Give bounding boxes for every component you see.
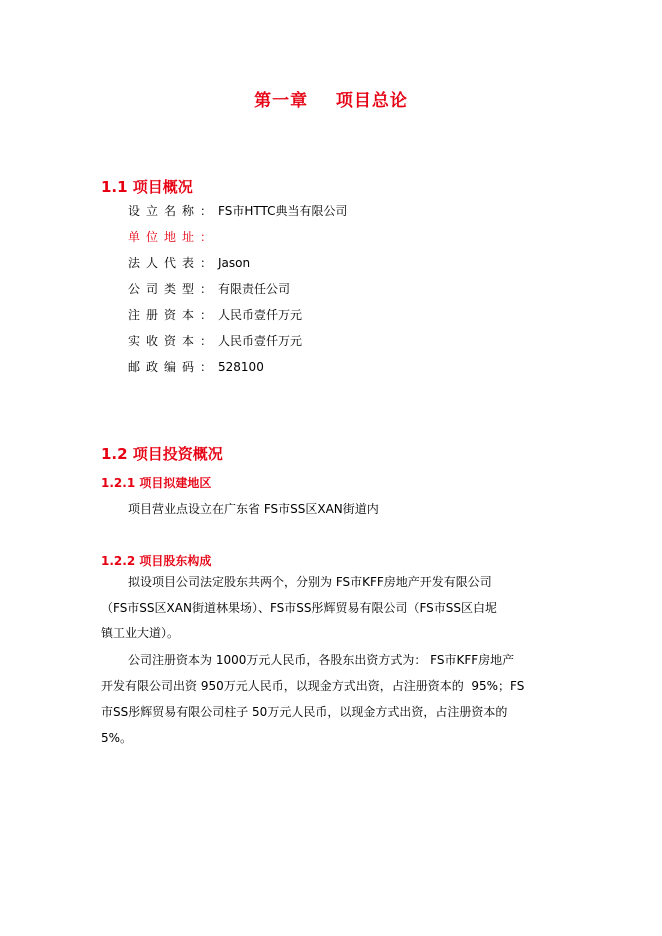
info-label: 邮政编码： <box>128 360 219 374</box>
shareholder-para-line: 镇工业大道）。 <box>101 626 180 640</box>
location-text: 项目营业点设立在广东省 FS市SS区XAN街道内 <box>128 502 379 516</box>
info-row-company-type <box>128 281 290 297</box>
info-label: 单位地址： <box>128 230 219 244</box>
info-label: 注册资本： <box>128 308 219 322</box>
info-label: 实收资本： <box>128 334 219 348</box>
shareholder-para-line: （FS市SS区XAN街道林果场）、FS市SS彤辉贸易有限公司（FS市SS区白坭 <box>101 601 498 615</box>
sub-heading-1-2-2: 1.2.2 项目股东构成 <box>101 554 212 568</box>
info-row-company-name <box>128 203 347 219</box>
info-row-paid-capital <box>128 333 302 349</box>
info-label: 公司类型： <box>128 282 219 296</box>
chapter-title: 第一章 项目总论 <box>254 91 408 111</box>
capital-para-line: 公司注册资本为 1000万元人民币，各股东出资方式为： FS市KFF房地产 <box>128 653 515 667</box>
capital-para-line: 市SS彤辉贸易有限公司柱子 50万元人民币，以现金方式出资，占注册资本的 <box>101 705 508 719</box>
info-row-postal-code <box>128 359 264 375</box>
section-heading-1-2: 1.2 项目投资概况 <box>101 445 223 463</box>
sub-heading-1-2-1: 1.2.1 项目拟建地区 <box>101 476 212 490</box>
info-value: Jason <box>218 256 251 270</box>
capital-para-line: 5%。 <box>101 731 133 745</box>
info-value: 528100 <box>218 360 264 374</box>
info-label: 法人代表： <box>128 256 219 270</box>
capital-para-line: 开发有限公司出资 950万元人民币，以现金方式出资，占注册资本的 95%；FS <box>101 679 525 693</box>
info-row-registered-capital <box>128 307 302 323</box>
info-value: 人民币壹仟万元 <box>218 308 303 322</box>
info-label: 设立名称： <box>128 204 219 218</box>
info-row-address <box>128 229 218 245</box>
info-row-legal-rep <box>128 255 250 271</box>
info-value: 人民币壹仟万元 <box>218 334 303 348</box>
info-value: 有限责任公司 <box>218 282 291 296</box>
shareholder-para-line: 拟设项目公司法定股东共两个，分别为 FS市KFF房地产开发有限公司 <box>128 575 492 589</box>
section-heading-1-1: 1.1 项目概况 <box>101 178 193 196</box>
info-value: FS市HTTC典当有限公司 <box>218 204 348 218</box>
